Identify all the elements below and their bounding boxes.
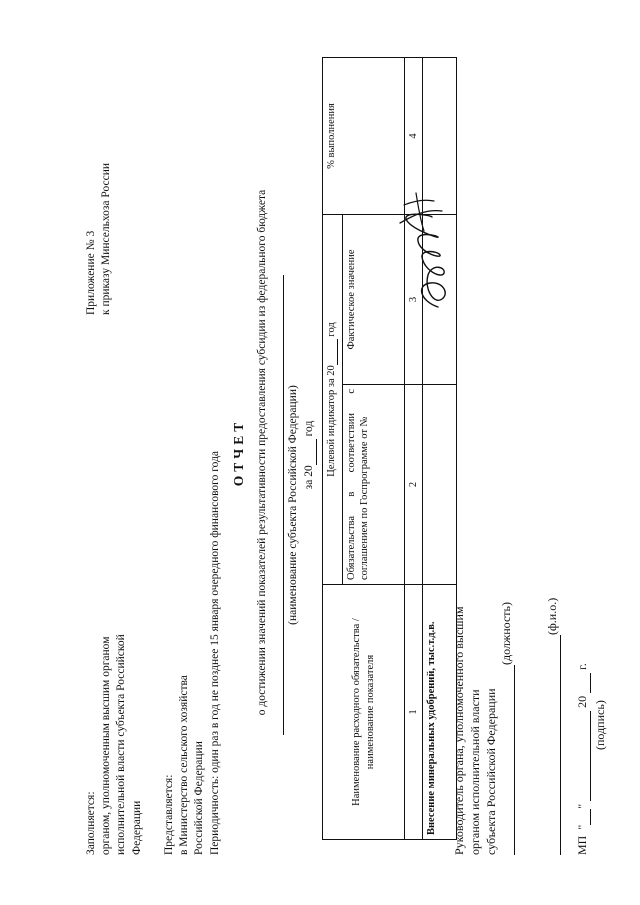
header-percent-cell: % выполнения <box>323 58 405 215</box>
stamp-date-row <box>575 335 609 855</box>
appendix-number: Приложение № 3 <box>85 230 97 315</box>
signature-block <box>452 395 515 855</box>
filled-by-line: исполнительной власти субъекта Российской <box>115 634 128 855</box>
report-year-suffix: год <box>303 420 315 437</box>
sign-caption: (подпись) <box>592 700 607 750</box>
submitted-to-label: Представляется: <box>163 774 175 855</box>
position-blank <box>514 665 515 855</box>
stamp-place-label: МП <box>575 835 589 855</box>
target-header-prefix: Целевой индикатор за 20 <box>326 365 337 477</box>
signature-blank <box>560 635 561 855</box>
row-indicator-name: Внесение минеральных удобрений, тыс.т.д.в. <box>423 585 457 840</box>
report-title: ОТЧЕТ <box>231 418 246 487</box>
submitted-to-line: в Министерство сельского хозяйства <box>178 675 191 855</box>
submitted-to-block <box>162 295 223 855</box>
table-header-row <box>323 58 343 840</box>
signatory-title-line: органом исполнительной власти <box>467 689 482 855</box>
target-year-blank <box>337 339 338 365</box>
filled-by-line: органом, уполномоченным высшим органом <box>100 636 113 855</box>
date-quote-close: " <box>575 803 589 809</box>
signatory-title-line: Руководитель органа, уполномоченного высшим <box>452 606 466 855</box>
signatory-title-line: субъекта Российской Федерации <box>483 688 498 855</box>
signature-name-row <box>545 335 561 855</box>
header-obligation-cell: Обязательства в соответствии с соглашением по Госпрограмме от № <box>343 385 405 585</box>
column-number: 2 <box>405 385 423 585</box>
date-quote-open: " <box>575 824 589 830</box>
position-caption: (должность) <box>499 602 514 665</box>
date-year-suffix: г. <box>575 663 589 670</box>
column-number: 3 <box>405 215 423 385</box>
report-subtitle: о достижении значений показателей результативности предоставления субсидии из федерального бюджета <box>256 189 268 716</box>
header-target-indicator <box>323 215 343 585</box>
position-line <box>499 395 515 855</box>
report-table <box>322 57 457 840</box>
filled-by-line: Федерации <box>130 800 143 855</box>
report-year-blank <box>316 439 317 465</box>
date-month-blank <box>590 711 591 801</box>
subject-name-line <box>283 275 284 735</box>
report-year-line <box>302 375 317 535</box>
filled-by-label: Заполняется: <box>85 791 97 855</box>
column-number: 1 <box>405 585 423 840</box>
target-header-suffix: год <box>326 322 337 337</box>
filled-by-block <box>84 605 145 855</box>
header-actual-cell: Фактическое значение <box>343 215 405 385</box>
appendix-order-reference: к приказу Минсельхоза России <box>100 162 113 315</box>
table-column-numbers-row <box>405 58 423 840</box>
subject-name-caption: (наименование субъекта Российской Федерации) <box>287 385 299 625</box>
submitted-to-line: Российской Федерации <box>193 741 206 855</box>
report-year-prefix: за 20 <box>303 465 315 490</box>
date-day-blank <box>590 809 591 825</box>
name-caption: (ф.и.о.) <box>545 597 559 635</box>
header-name-cell: Наименование расходного обязательства / наименование показателя <box>323 585 405 840</box>
appendix-header <box>84 15 114 315</box>
handwritten-signature <box>380 185 470 315</box>
date-year-prefix: 20 <box>575 695 589 708</box>
date-year-blank <box>590 673 591 693</box>
column-number: 4 <box>405 58 423 215</box>
periodicity-text: Периодичность: один раз в год не позднее 15 января очередного финансового года <box>208 450 221 855</box>
